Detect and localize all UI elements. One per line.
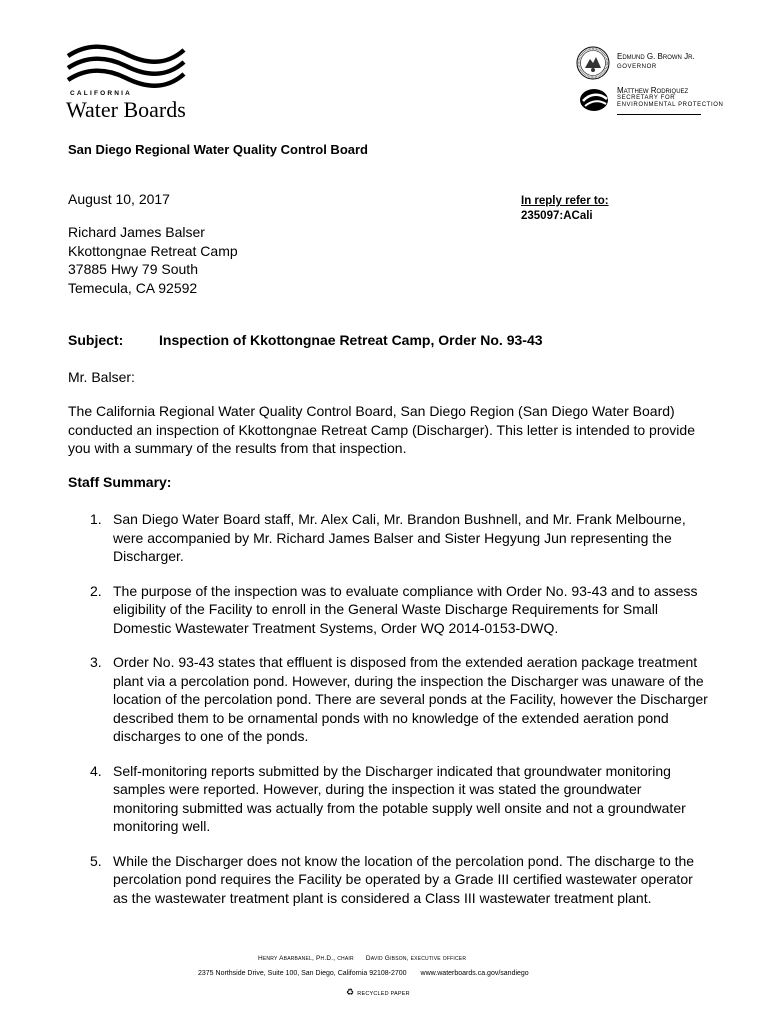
subject-line xyxy=(68,332,543,348)
list-item-number: 3. xyxy=(90,654,102,670)
governor-title: GOVERNOR xyxy=(617,64,657,70)
governor-block xyxy=(617,52,695,72)
salutation: Mr. Balser: xyxy=(68,369,135,385)
list-item xyxy=(90,852,710,908)
state-seal-icon xyxy=(576,46,610,80)
list-item-number: 1. xyxy=(90,511,102,527)
subject-text: Inspection of Kkottongnae Retreat Camp, Order No. 93-43 xyxy=(159,332,543,348)
list-item xyxy=(90,510,710,566)
water-waves-logo-graphic xyxy=(66,44,186,90)
recipient-line: Richard James Balser xyxy=(68,224,205,240)
secretary-block xyxy=(617,87,723,109)
list-item-text: While the Discharger does not know the location of the percolation pond. The discharge to the percolation pond requires the Facility be operated by a Grade III certified wastewater operator as the wastewater treatment plant is considered a Class III wastewater treatment plant. xyxy=(113,852,695,906)
letter-date: August 10, 2017 xyxy=(68,191,170,207)
footer-officers xyxy=(258,955,476,962)
reply-label: In reply refer to: xyxy=(521,195,609,207)
reply-reference xyxy=(521,194,609,224)
logo-state-label: CALIFORNIA xyxy=(70,90,133,97)
list-item-number: 2. xyxy=(90,582,102,599)
recycle-icon: ♻ xyxy=(346,987,355,997)
list-item-number: 4. xyxy=(90,762,102,779)
list-item xyxy=(90,653,710,746)
list-item xyxy=(90,762,710,836)
letterhead-divider xyxy=(617,114,701,115)
recipient-line: Kkottongnae Retreat Camp xyxy=(68,242,238,259)
list-item-number: 5. xyxy=(90,852,102,869)
footer-chair: Henry Abarbanel, Ph.D., chair xyxy=(258,955,354,962)
footer-executive-officer: David Gibson, executive officer xyxy=(365,955,467,962)
footer-contact xyxy=(198,970,529,977)
recipient-line: Temecula, CA 92592 xyxy=(68,279,198,296)
footer-recycled xyxy=(346,987,410,998)
recipient-line: 37885 Hwy 79 South xyxy=(68,261,198,277)
reply-ref-number: 235097:ACali xyxy=(521,210,593,222)
recipient-address xyxy=(68,223,238,297)
recycled-paper-label: RECYCLED PAPER xyxy=(357,991,410,997)
list-item xyxy=(90,582,710,638)
intro-paragraph: The California Regional Water Quality Control Board, San Diego Region (San Diego Water Board) conducted an inspection of Kkottongnae Retreat Camp (Discharger). This letter is intended to provide you with a summary of the results from that inspection. xyxy=(68,403,695,456)
board-name: San Diego Regional Water Quality Control Board xyxy=(68,142,368,157)
secretary-title-line2: ENVIRONMENTAL PROTECTION xyxy=(617,102,724,108)
footer-address: 2375 Northside Drive, Suite 100, San Diego, California 92108-2700 xyxy=(198,970,407,977)
calepa-logo-icon xyxy=(578,87,610,113)
staff-summary-heading: Staff Summary: xyxy=(68,474,172,490)
logo-agency-name: Water Boards xyxy=(66,97,186,122)
list-item-text: The purpose of the inspection was to evaluate compliance with Order No. 93-43 and to assess eligibility of the Facility to enroll in the General Waste Discharge Requirements for Small Domestic Wastewater Treatment Systems, Order WQ 2014-0153-DWQ. xyxy=(113,582,698,636)
list-item-text: San Diego Water Board staff, Mr. Alex Cali, Mr. Brandon Bushnell, and Mr. Frank Melbourne, were accompanied by Mr. Richard James Balser and Sister Hegyung Jun representing the Discharger. xyxy=(113,511,686,564)
subject-label: Subject: xyxy=(68,332,124,348)
secretary-title-line1: SECRETARY FOR xyxy=(617,95,676,101)
list-item-text: Order No. 93-43 states that effluent is disposed from the extended aeration package treatment plant via a percolation pond. However, during the inspection the Discharger was unaware of the location of the percolation pond. There are several ponds at the Facility, however the Discharger described them to be ornamental ponds with no knowledge of the extended aeration pond discharges to one of the ponds. xyxy=(113,654,708,744)
list-item-text: Self-monitoring reports submitted by the Discharger indicated that groundwater monitoring samples were reported. However, during the inspection it was stated the groundwater monitoring submitted was actually from the potable supply well onsite and not a groundwater monitoring well. xyxy=(113,762,686,834)
summary-list xyxy=(90,510,710,923)
secretary-name: Matthew Rodriquez xyxy=(617,86,689,95)
footer-website-link[interactable]: www.waterboards.ca.gov/sandiego xyxy=(420,970,529,977)
governor-name: Edmund G. Brown Jr. xyxy=(617,52,695,61)
